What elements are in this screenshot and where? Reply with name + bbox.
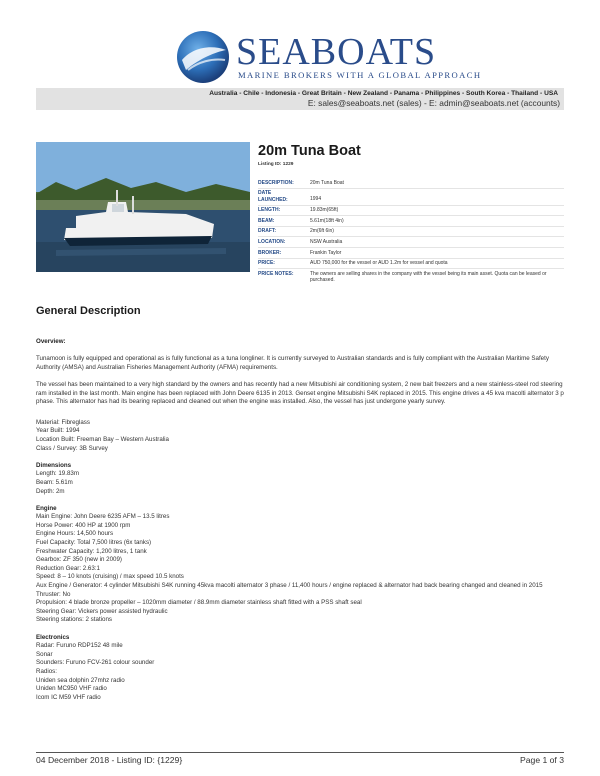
logo-tagline: MARINE BROKERS WITH A GLOBAL APPROACH bbox=[238, 70, 482, 80]
engine-line: Gearbox: ZF 350 (new in 2009) bbox=[36, 556, 122, 564]
spec-row bbox=[258, 259, 564, 270]
dimension-line: Beam: 5.61m bbox=[36, 478, 73, 486]
electronics-line: Icom IC M59 VHF radio bbox=[36, 693, 101, 701]
electronics-line: Uniden MC950 VHF radio bbox=[36, 685, 107, 693]
engine-line: Horse Power: 400 HP at 1900 rpm bbox=[36, 521, 131, 529]
boat-photo bbox=[36, 142, 250, 272]
spec-row bbox=[258, 237, 564, 248]
globe-icon bbox=[176, 30, 230, 84]
footer-page-number: Page 1 of 3 bbox=[520, 755, 564, 765]
boat-photo-image bbox=[36, 142, 250, 272]
logo-wordmark: SEABOATS bbox=[236, 31, 437, 73]
spec-key: DATE LAUNCHED: bbox=[258, 190, 288, 203]
seaboats-logo[interactable] bbox=[176, 30, 482, 88]
listing-title: 20m Tuna Boat bbox=[258, 143, 361, 159]
engine-line: Steering stations: 2 stations bbox=[36, 616, 113, 624]
spec-row bbox=[258, 216, 564, 227]
general-line: Material: Fibreglass bbox=[36, 418, 90, 426]
spec-key: BEAM: bbox=[258, 217, 275, 224]
spec-key: DRAFT: bbox=[258, 228, 277, 235]
spec-row bbox=[258, 227, 564, 238]
general-line: Class / Survey: 3B Survey bbox=[36, 444, 108, 452]
dimensions-heading: Dimensions bbox=[36, 461, 72, 469]
electronics-line: Uniden sea dolphin 27mhz radio bbox=[36, 676, 125, 684]
spec-value: NSW Australia bbox=[310, 238, 343, 245]
spec-row bbox=[258, 269, 564, 285]
spec-value: 2m(6ft 6in) bbox=[310, 228, 334, 235]
overview-paragraph-2: The vessel has been maintained to a very high standard by the owners and has recently had a new Mitsubishi air conditioning system, 2 new bait freezers and a new stainless-steel rod steering ram installed in the last month. Main engine has been replaced with John Deere 6135 in 2013. Genset engine Mitsubishi S4K replaced in 2015. This engine drives a 45 kva macolti alternator 3 p phase. This alternator has had its bearing replaced and cleaned out when the engine was installed. Also, the vessel has just undergone yearly survey. bbox=[36, 380, 564, 406]
spec-key: PRICE NOTES: bbox=[258, 270, 294, 277]
engine-line: Fuel Capacity: Total 7,500 litres (6x tanks) bbox=[36, 539, 152, 547]
engine-line: Aux Engine / Generator: 4 cylinder Mitsubishi S4K running 45kva macolti alternator 3 phase / 11,400 hours / engine replaced & alternator had back bearing changed and cleaned in 2015 bbox=[36, 582, 543, 590]
engine-line: Main Engine: John Deere 6235 AFM – 13.5 litres bbox=[36, 513, 170, 521]
spec-row bbox=[258, 206, 564, 217]
footer-date-listing: 04 December 2018 - Listing ID: {1229} bbox=[36, 755, 183, 765]
spec-row bbox=[258, 248, 564, 259]
spec-row bbox=[258, 178, 564, 189]
listing-id: Listing ID: 1229 bbox=[258, 162, 294, 167]
engine-line: Speed: 8 – 10 knots (cruising) / max speed 10.5 knots bbox=[36, 573, 184, 581]
spec-key: LOCATION: bbox=[258, 238, 286, 245]
spec-key: DESCRIPTION: bbox=[258, 179, 294, 186]
electronics-heading: Electronics bbox=[36, 633, 70, 641]
dimension-line: Length: 19.83m bbox=[36, 470, 80, 478]
engine-line: Reduction Gear: 2.63:1 bbox=[36, 564, 100, 572]
overview-paragraph-1: Tunamoon is fully equipped and operational as is fully functional as a tuna longliner. It is currently surveyed to Australian standards and is fully compliant with the Australian Maritime Safety Authority (AMSA) and Australian Fisheries Management Authority (AFMA) requirements. bbox=[36, 355, 549, 371]
spec-value: AUD 750,000 for the vessel or AUD 1.2m for vessel and quota bbox=[310, 260, 448, 267]
electronics-line: Sounders: Furuno FCV-261 colour sounder bbox=[36, 659, 155, 667]
description-body bbox=[36, 338, 564, 702]
engine-line: Freshwater Capacity: 1,200 litres, 1 tank bbox=[36, 547, 147, 555]
country-list: Australia - Chile - Indonesia - Great Britain - New Zealand - Panama - Philippines - South Korea - Thailand - USA bbox=[209, 90, 558, 97]
engine-line: Engine Hours: 14,500 hours bbox=[36, 530, 114, 538]
electronics-line: Radar: Furuno RDP152 48 mile bbox=[36, 642, 123, 650]
engine-line: Thruster: No bbox=[36, 590, 71, 598]
spec-key: PRICE: bbox=[258, 260, 275, 267]
spec-table bbox=[258, 178, 564, 285]
spec-value: The owners are selling shares in the company with the vessel being its main asset. Quota can be leased or purchased. bbox=[310, 270, 547, 284]
engine-line: Propulsion: 4 blade bronze propeller – 1020mm diameter / 88.9mm diameter stainless shaft fitted with a PSS shaft seal bbox=[36, 599, 362, 607]
overview-label: Overview: bbox=[36, 338, 66, 345]
general-line: Location Built: Freeman Bay – Western Australia bbox=[36, 435, 169, 443]
footer-divider bbox=[36, 752, 564, 753]
engine-line: Steering Gear: Vickers power assisted hydraulic bbox=[36, 607, 168, 615]
engine-heading: Engine bbox=[36, 504, 57, 512]
country-bar bbox=[36, 88, 564, 110]
spec-key: LENGTH: bbox=[258, 207, 281, 214]
contact-emails[interactable]: E: sales@seaboats.net (sales) - E: admin@seaboats.net (accounts) bbox=[307, 98, 560, 108]
spec-value: 19.83m(65ft) bbox=[310, 207, 339, 214]
electronics-line: Radios: bbox=[36, 667, 57, 675]
general-line: Year Built: 1994 bbox=[36, 427, 80, 435]
spec-row bbox=[258, 189, 564, 206]
spec-value: Frankin Taylor bbox=[310, 249, 342, 256]
spec-value: 20m Tuna Boat bbox=[310, 179, 344, 186]
general-description-heading: General Description bbox=[36, 305, 141, 317]
spec-key: BROKER: bbox=[258, 249, 282, 256]
dimension-line: Depth: 2m bbox=[36, 487, 65, 495]
electronics-line: Sonar bbox=[36, 650, 53, 658]
spec-value: 5.61m(18ft 4in) bbox=[310, 217, 344, 224]
spec-value: 1994 bbox=[310, 196, 322, 203]
